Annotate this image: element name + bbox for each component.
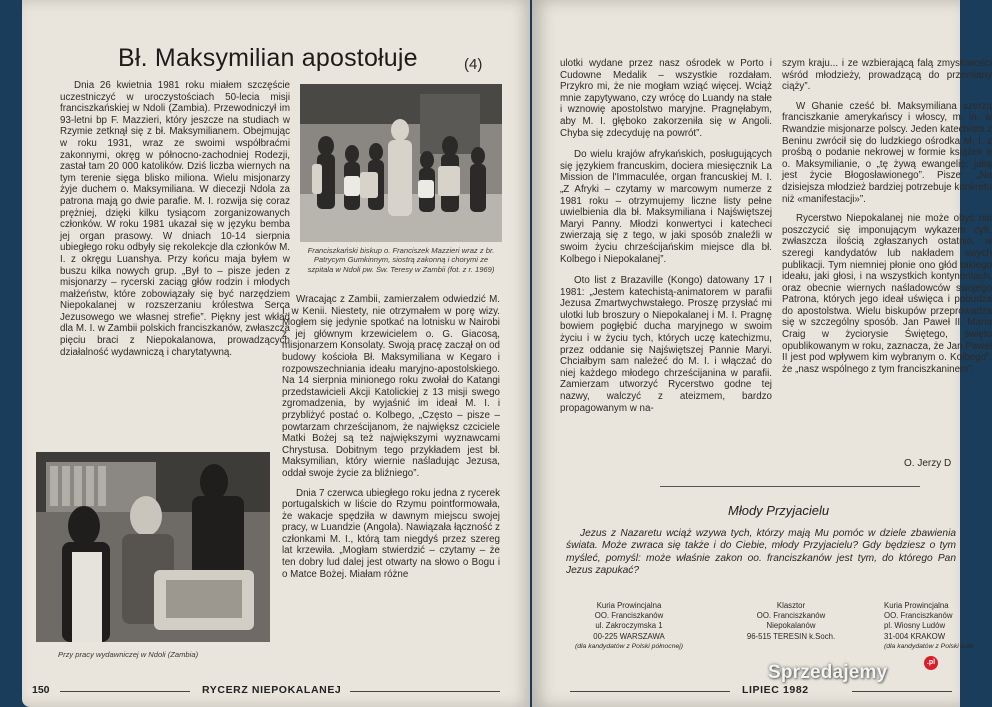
article-column-4 (782, 58, 992, 375)
address-note: (dla kandydatów z Polski połu (884, 642, 974, 650)
paragraph: Oto list z Brazaville (Kongo) datowany 17 I 1981: „Jestem katechistą-animatorem w parafii Jezusa Zmartwychwstałego. Proszę przysłać mi ulotki lub broszury o Niepokalanej i M. I. Pragnę bowiem pogłębić ducha maryjnego w swoim życiu i w życiu tych, których uczę katechizmu, przez oddanie się Najświętszej Pannie Maryi. Chciałbym sam należeć do M. I. i włączać do niej każdego młodego chrześcijanina w parafii. Zamierzam utworzyć Rycerstwo godne tej nazwy, walczyć z ateizmem, bardzo propagowanym w na- (560, 275, 772, 414)
footer-magazine-title: RYCERZ NIEPOKALANEJ (202, 684, 342, 696)
article-column-2 (282, 294, 500, 580)
box-text: Jezus z Nazaretu wciąż wzywa tych, którzy mają Mu pomóc w dziele zbawienia świata. Może zwraca się także i do Ciebie, młody Przyjacielu? Gdy będziesz o tym myśleć, pomyśl: może właśnie zakon oo. franciszkanów jest tym, do którego Pan Jezus zapukać? (566, 528, 956, 577)
address-teresin (736, 601, 846, 642)
paragraph: W Ghanie cześć bł. Maksymiliana szerzą franciszkanie amerykańscy i włoscy, m. in. w Rwandzie misjonarze polscy. Jeden katechista z Beninu zwrócił się do ludzkiego ośrodka M. I. z prośbą o podanie nekrowej w formie książek o o. Maksymilianie, o „tę żywą ewangelię, jaką jest życie Błogosławionego”. Pisze: „Na dzisiejsza młodzież bardziej potrzebuje konkretu niż «manifestacji»”. (782, 100, 992, 205)
address-line: 00-225 WARSZAWA (593, 631, 665, 641)
address-line: ul. Zakroczymska 1 (595, 621, 663, 631)
address-line: 96-515 TERESIN k.Soch. (746, 631, 836, 641)
footer-issue-date: LIPIEC 1982 (742, 684, 809, 696)
photo-publishing-work-image (36, 452, 270, 642)
paragraph: Dnia 7 czerwca ubiegłego roku jedna z rycerek portugalskich w liście do Rzymu pointformowała, że wakacje spędziła w dawnym miejscu swojej pracy, w Luandzie (Angola). Nawiązała łączność z członkami M. I., którą tam niegdyś przez szereg lat krzewiła. „Mogłam stwierdzić – czytamy – że ten dobry lud dalej jest otwarty na słowo o Bogu i o Matce Bożej. Miałam różne (282, 487, 500, 580)
photo-bishop-caption: Franciszkański biskup o. Franciszek Mazzieri wraz z br. Patrycym Gumkinnym, siostrą zakonną i chorymi ze szpitala w Ndoli pw. Św. Teresy w Zambii (fot. z r. 1969) (307, 246, 495, 274)
article-column-1 (60, 80, 290, 358)
watermark-text: Sprzedajemy (768, 662, 888, 683)
paragraph: Wracając z Zambii, zamierzałem odwiedzić M. I. w Kenii. Niestety, nie otrzymałem w porę wizy. Mogłem się jedynie spotkać na lotnisku w Nairobi z jej głównym krzewicielem o. G. Giacosą, misjonarzem Konsolaty. Swoją pracę zaczął on od budowy kościoła Bł. Maksymiliana w Kegaro i rozpowszechniania ideału maryjno-apostolskiego. Na 14 sierpnia minionego roku zwołał do Katangi przedstawicieli Akcji Katolickiej z 13 misji swego zgromadzenia, by wyjaśnić im ideał M. I. i przybliżyć postać o. Kolbego, „Często – pisze – powtarzam chrześcijanom, że największ czciciele Matki Bożej są też największymi wyznawcami Chrystusa. Dobitnym tego przykładem jest bł. Maksymilian, który wiernie naśladując Jezusa, oddał swoje życie za bliźniego”. (282, 294, 500, 479)
address-line: Niepokalanów (766, 621, 816, 631)
photo-publishing-caption: Przy pracy wydawniczej w Ndoli (Zambia) (58, 650, 199, 659)
address-line: OO. Franciszkanów (884, 611, 953, 621)
box-rule-top (660, 486, 920, 487)
address-line: Kuria Prowincjalna (884, 601, 949, 610)
address-line: pl. Wiosny Ludów (884, 621, 946, 631)
footer-rule-left-2 (350, 691, 500, 692)
address-warszawa (574, 601, 684, 652)
address-line: Klasztor (776, 601, 806, 610)
paragraph: ulotki wydane przez nasz ośrodek w Porto i Cudowne Medalik – wszystkie rozdałam. Przykro mi, że nie mogłam wziąć więcej. Wciąż mnie zapytywano, czy wrócę do Luandy na stałe i wznowię apostolstwo maryjne. Pragnęłabym, aby M. I. głęboko zakorzeniła się w Angoli. Chyba się zdecyduję na powrót”. (560, 58, 772, 139)
paragraph: szym kraju... i ze wzbierającą falą zmysłowości wśród młodzieży, prowadzącą do przemiany ciąży”. (782, 58, 992, 93)
paragraph: Do wielu krajów afrykańskich, posługujących się językiem francuskim, dociera miesięcznik La Mission de l'Immaculée, organ francuskiej M. I. „Z Afryki – czytamy w marcowym numerze z 1981 roku – otrzymujemy liczne listy pełne uwielbienia dla bł. Maksymiliana i Najświętszej Maryi Panny. Młodzi konwertyci i katecheci zwierzają się z tego, w jaki sposób znaleźli w swoim życiu chrześcijańskim miejsce dla bł. Kolbego i Niepokalanej”. (560, 149, 772, 265)
box-title: Młody Przyjacielu (728, 503, 830, 518)
footer-rule-right-2 (852, 691, 952, 692)
paragraph: Dnia 26 kwietnia 1981 roku miałem szczęście uczestniczyć w uroczystościach 50-lecia misji franciszkańskiej w Ndoli (Zambia). Przewodniczył im 93-letni bp F. Mazzieri, który jeszcze na studiach w Rzymie zetknął się z bł. Maksymilianem. Obejmując w roku 1931, wraz ze swoimi współbraćmi zakonnymi, okręg w północno-zachodniej Rodezji, zastał tam 20 000 katolików. Dziś liczba wiernych na tym terenie sięga blisko miliona. Wielu misjonarzy żyje duchem o. Maksymiliana. W diecezji Ndola za patrona mają go dwie parafie. M. I. rozwija się coraz prężniej, dzięki kilku tysiącom zorganizowanych członków. W roku 1981 ukazał się w języku bemba jej organ prasowy. W dniach 10-14 sierpnia ubiegłego roku odbyły się rekolekcje dla członków M. I. z okręgu Luanshya. Przy końcu maja byłem w buszu kilka nowych grup. „Był to – pisze jeden z misjonarzy – rycerski zaciąg głów rodzin i młodych małżeństw, które zobowiązały się być narzędziem Niepokalanej w rozszerzaniu królestwa Serca Jezusowego we własnej strefie”. Piękny jest wkład dla M. I. w Zambii polskich franciszkanów, zwłaszcza pięciu braci z Niepokalanowa, prowadzących działalność wydawniczą i charytatywną. (60, 80, 290, 358)
author-signature: O. Jerzy D (904, 458, 952, 469)
address-krakow (884, 601, 974, 652)
article-part-number: (4) (464, 56, 483, 73)
photo-publishing-work (36, 452, 270, 642)
address-line: Kuria Prowincjalna (596, 601, 662, 610)
article-title: Bł. Maksymilian apostołuje (118, 44, 418, 72)
address-note: (dla kandydatów z Polski północnej) (574, 642, 684, 650)
footer-rule-right-1 (570, 691, 730, 692)
watermark-badge: .pl (924, 656, 938, 670)
left-page-number: 150 (32, 684, 50, 696)
photo-bishop-group-image (300, 84, 502, 242)
article-column-3 (560, 58, 772, 414)
footer-rule-left-1 (60, 691, 190, 692)
paragraph: Rycerstwo Niepokalanej nie może obyć nie poszczycić się imponującym wykazem cyfr, zwłaszcza ilością zgłaszanych ostatnio, w szeregi kandydatów lub nakładem swych publikacji. Tym niemniej płonie ono głód takiego ideału, jaki głosi, i na wszystkich kontynentach, oraz obecnie wiernych naśladowców swojego Patrona, których jego ideał uświęca i pobudza do apostolstwa. Wielu biskupów przeprowadza się w szczególny sposób. Jan Paweł II. Maria Craig w życiorysie Świętego, święto opublikowanym w roku, zaznacza, że Jan Paweł II jest pod wpływem kim wybranym o. Kolbego”, że „nasz wspólnego z tym franciszkaninem”. (782, 213, 992, 375)
address-line: 31-004 KRAKOW (884, 631, 946, 641)
address-line: OO. Franciszkanów (756, 611, 826, 621)
photo-bishop-group (300, 84, 502, 242)
address-line: OO. Franciszkanów (594, 611, 664, 621)
